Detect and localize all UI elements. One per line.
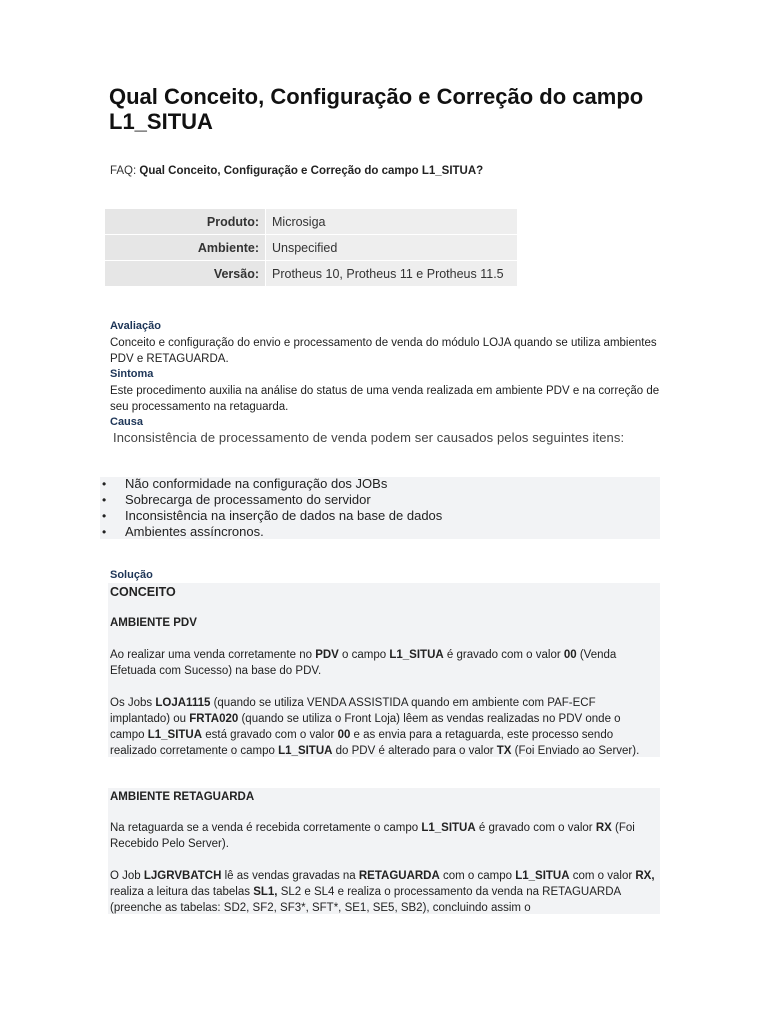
conceito-heading: CONCEITO bbox=[110, 585, 176, 599]
meta-key: Versão: bbox=[105, 261, 266, 287]
meta-row-versao bbox=[105, 261, 517, 287]
meta-value: Protheus 10, Protheus 11 e Protheus 11.5 bbox=[266, 261, 518, 287]
pdv-paragraph-2: Os Jobs LOJA1115 (quando se utiliza VENDA ASSISTIDA quando em ambiente com PAF-ECF implantado) ou FRTA020 (quando se utiliza o Front Loja) lêem as vendas realizadas no PDV onde o campo L1_SITUA está gravado com o valor 00 e as envia para a retaguarda, este processo sendo realizado corretamente o campo L1_SITUA do PDV é alterado para o valor TX (Foi Enviado ao Server). bbox=[110, 697, 640, 757]
list-item: • Não conformidade na configuração dos JOBs bbox=[100, 476, 442, 492]
faq-question: Qual Conceito, Configuração e Correção do campo L1_SITUA? bbox=[139, 165, 484, 177]
pdv-block bbox=[108, 583, 660, 757]
meta-row-ambiente bbox=[105, 235, 517, 261]
meta-key: Produto: bbox=[105, 209, 266, 235]
meta-row-produto bbox=[105, 209, 517, 235]
solucao-label: Solução bbox=[110, 569, 153, 581]
retaguarda-heading: AMBIENTE RETAGUARDA bbox=[110, 791, 255, 803]
sintoma-text: Este procedimento auxilia na análise do status de uma venda realizada em ambiente PDV e na correção de seu processamento na retaguarda. bbox=[110, 385, 660, 413]
pdv-heading: AMBIENTE PDV bbox=[110, 617, 197, 629]
avaliacao-text: Conceito e configuração do envio e processamento de venda do módulo LOJA quando se utiliza ambientes PDV e RETAGUARDA. bbox=[110, 337, 657, 365]
list-item: • Sobrecarga de processamento do servidor bbox=[100, 492, 442, 508]
list-item: • Ambientes assíncronos. bbox=[100, 524, 442, 540]
pdv-paragraph-1: Ao realizar uma venda corretamente no PDV o campo L1_SITUA é gravado com o valor 00 (Venda Efetuada com Sucesso) na base do PDV. bbox=[110, 649, 617, 677]
causes-list bbox=[100, 476, 442, 540]
meta-value: Microsiga bbox=[266, 209, 518, 235]
sintoma-label: Sintoma bbox=[110, 368, 154, 380]
meta-key: Ambiente: bbox=[105, 235, 266, 261]
faq-line bbox=[110, 165, 483, 177]
retaguarda-paragraph-1: Na retaguarda se a venda é recebida corretamente o campo L1_SITUA é gravado com o valor RX (Foi Recebido Pelo Server). bbox=[110, 822, 635, 850]
list-item: • Inconsistência na inserção de dados na base de dados bbox=[100, 508, 442, 524]
retaguarda-block bbox=[108, 788, 660, 914]
causa-intro: Inconsistência de processamento de venda podem ser causados pelos seguintes itens: bbox=[113, 430, 625, 445]
causa-label: Causa bbox=[110, 416, 144, 428]
faq-prefix: FAQ: bbox=[110, 165, 137, 177]
avaliacao-label: Avaliação bbox=[110, 320, 161, 332]
meta-table bbox=[105, 209, 517, 287]
meta-value: Unspecified bbox=[266, 235, 518, 261]
retaguarda-paragraph-2: O Job LJGRVBATCH lê as vendas gravadas na RETAGUARDA com o campo L1_SITUA com o valor RX, realiza a leitura das tabelas SL1, SL2 e SL4 e realiza o processamento da venda na RETAGUARDA (preenche as tabelas: SD2, SF2, SF3*, SFT*, SE1, SE5, SB2), concluindo assim o bbox=[110, 870, 655, 914]
page-title: Qual Conceito, Configuração e Correção do campo L1_SITUA bbox=[109, 84, 644, 134]
